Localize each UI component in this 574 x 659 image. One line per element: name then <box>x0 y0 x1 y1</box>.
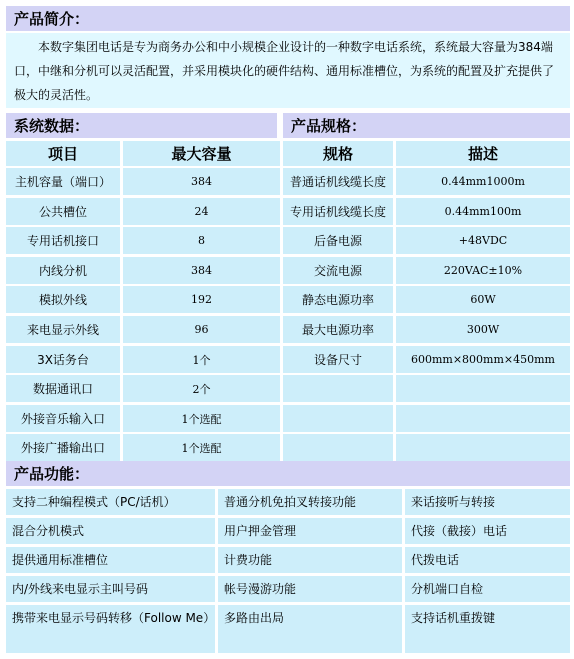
feature-item: 混合分机模式 <box>6 518 215 544</box>
spec-label: 最大电源功率 <box>283 316 393 343</box>
specs-title: 产品规格： <box>291 117 367 135</box>
system-data-title: 系统数据： <box>14 117 90 135</box>
feature-item: 代接（截接）电话 <box>405 518 570 544</box>
feature-item: 支持二种编程模式（PC/话机） <box>6 489 215 515</box>
spec-value: 300W <box>396 316 570 343</box>
system-item-value: 2个 <box>123 375 280 402</box>
system-item-value: 1个选配 <box>123 405 280 432</box>
system-item-label: 模拟外线 <box>6 286 120 313</box>
feature-item: 提供通用标准槽位 <box>6 547 215 573</box>
feature-item: 携带来电显示号码转移（Follow Me） <box>6 605 215 653</box>
col-header-max-capacity: 最大容量 <box>123 141 280 166</box>
system-item-value: 24 <box>123 198 280 225</box>
spec-value: 600mm×800mm×450mm <box>396 346 570 373</box>
intro-title: 产品简介： <box>14 10 90 28</box>
system-item-label: 主机容量（端口） <box>6 168 120 195</box>
spec-value <box>396 375 570 402</box>
spec-label: 后备电源 <box>283 227 393 254</box>
spec-label: 设备尺寸 <box>283 346 393 373</box>
spec-label: 普通话机线缆长度 <box>283 168 393 195</box>
specs-header <box>283 113 570 138</box>
feature-item: 用户押金管理 <box>218 518 402 544</box>
feature-item: 代拨电话 <box>405 547 570 573</box>
spec-label <box>283 375 393 402</box>
feature-item: 帐号漫游功能 <box>218 576 402 602</box>
system-item-value: 384 <box>123 168 280 195</box>
spec-label <box>283 434 393 461</box>
system-item-label: 3X话务台 <box>6 346 120 373</box>
spec-value: +48VDC <box>396 227 570 254</box>
system-item-label: 来电显示外线 <box>6 316 120 343</box>
spec-value <box>396 405 570 432</box>
feature-item: 多路由出局 <box>218 605 402 653</box>
intro-text: 本数字集团电话是专为商务办公和中小规模企业设计的一种数字电话系统，系统最大容量为384端口，中继和分机可以灵活配置，并采用模块化的硬件结构、通用标准槽位，为系统的配置及扩充提供了极大的灵活性。 <box>6 33 570 108</box>
feature-item: 支持话机重拨键 <box>405 605 570 653</box>
system-item-label: 公共槽位 <box>6 198 120 225</box>
spec-label: 静态电源功率 <box>283 286 393 313</box>
spec-value: 60W <box>396 286 570 313</box>
col-header-spec: 规格 <box>283 141 393 166</box>
system-item-value: 8 <box>123 227 280 254</box>
intro-header <box>6 6 570 31</box>
feature-item: 普通分机免拍叉转接功能 <box>218 489 402 515</box>
feature-item: 分机端口自检 <box>405 576 570 602</box>
spec-value: 0.44mm100m <box>396 198 570 225</box>
col-header-item: 项目 <box>6 141 120 166</box>
system-item-label: 内线分机 <box>6 257 120 284</box>
spec-value: 0.44mm1000m <box>396 168 570 195</box>
system-item-value: 1个 <box>123 346 280 373</box>
system-item-label: 专用话机接口 <box>6 227 120 254</box>
spec-value: 220VAC±10% <box>396 257 570 284</box>
system-item-value: 384 <box>123 257 280 284</box>
spec-label: 交流电源 <box>283 257 393 284</box>
spec-value <box>396 434 570 461</box>
feature-item: 内/外线来电显示主叫号码 <box>6 576 215 602</box>
system-item-label: 外接音乐输入口 <box>6 405 120 432</box>
col-header-description: 描述 <box>396 141 570 166</box>
system-item-value: 96 <box>123 316 280 343</box>
system-item-value: 192 <box>123 286 280 313</box>
features-title: 产品功能： <box>14 465 90 483</box>
system-item-value: 1个选配 <box>123 434 280 461</box>
spec-label <box>283 405 393 432</box>
spec-label: 专用话机线缆长度 <box>283 198 393 225</box>
system-item-label: 数据通讯口 <box>6 375 120 402</box>
system-item-label: 外接广播输出口 <box>6 434 120 461</box>
system-data-header <box>6 113 277 138</box>
feature-item: 来话接听与转接 <box>405 489 570 515</box>
features-header <box>6 461 570 486</box>
feature-item: 计费功能 <box>218 547 402 573</box>
